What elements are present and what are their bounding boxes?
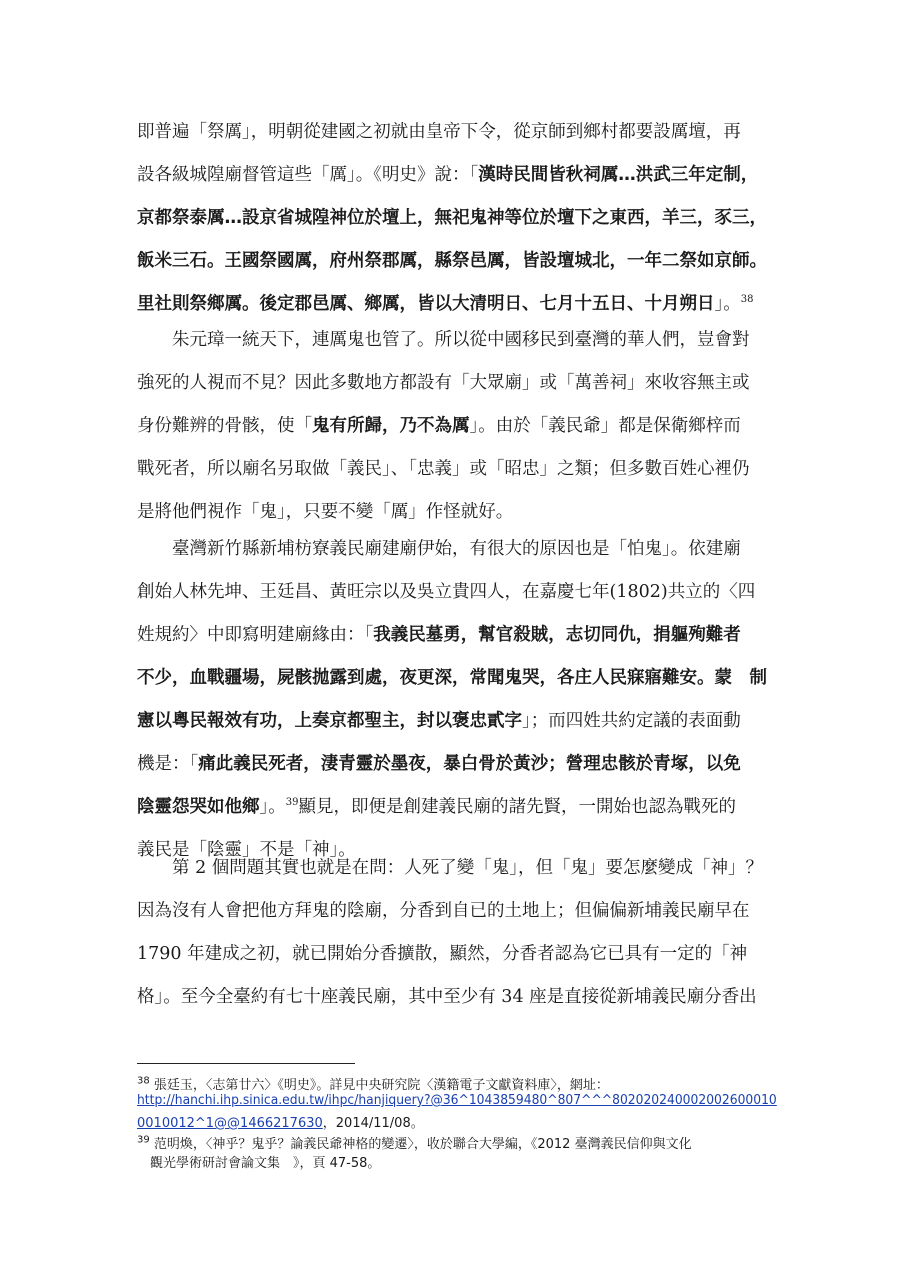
text-run: 強死的人視而不見？因此多數地方都設有「大眾廟」或「萬善祠」來收容無主或 <box>137 373 750 393</box>
text-line <box>137 290 753 315</box>
text-run: 設各級城隍廟督管這些「厲」。《明史》說：「 <box>137 165 479 185</box>
text-line <box>137 940 747 965</box>
text-line <box>137 455 750 480</box>
text-line <box>137 412 741 437</box>
quoted-text: 里社則祭鄉厲。後定郡邑厲、鄉厲，皆以大清明日、七月十五日、十月朔日 <box>137 294 715 314</box>
text-line <box>137 664 767 689</box>
text-run: 第 2 個問題其實也就是在問：人死了變「鬼」，但「鬼」要怎麼變成「神」？ <box>137 858 764 878</box>
footnote-line <box>137 1112 424 1131</box>
footnote-line <box>137 1152 380 1171</box>
text-run: ，2014/11/08。 <box>322 1116 424 1131</box>
text-line <box>137 793 736 818</box>
text-run: 義民是「陰靈」不是「神」。 <box>137 840 356 860</box>
text-run: 創始人林先坤、王廷昌、黃旺宗以及吳立貴四人，在嘉慶七年(1802)共立的〈四 <box>137 582 756 602</box>
text-run: 戰死者，所以廟名另取做「義民」、「忠義」或「昭忠」之類；但多數百姓心裡仍 <box>137 459 750 479</box>
text-line <box>137 498 513 523</box>
text-run: 朱元璋一統天下，連厲鬼也管了。所以從中國移民到臺灣的華人們，豈會對 <box>137 330 750 350</box>
quoted-text: 不少，血戰疆場，屍骸拋露到處，夜更深，常聞鬼哭，各庄人民寐寤難安。蒙 制 <box>137 668 767 688</box>
footnote-marker: 38 <box>137 1075 150 1087</box>
text-line <box>137 118 741 143</box>
quoted-text: 陰靈怨哭如他鄉 <box>137 797 260 817</box>
text-line <box>137 326 750 351</box>
footnote-marker: 38 <box>740 294 754 306</box>
text-run: 因為沒有人會把他方拜鬼的陰廟，分香到自已的土地上；但偏偏新埔義民廟早在 <box>137 901 750 921</box>
text-run: 1790 年建成之初，就已開始分香擴散，顯然，分香者認為它已具有一定的「神 <box>137 944 748 964</box>
quoted-text: 飯米三石。王國祭國厲，府州祭郡厲，縣祭邑厲，皆設壇城北，一年二祭如京師。 <box>137 251 767 271</box>
quoted-text: 漢時民間皆秋祠厲…洪武三年定制， <box>478 165 759 185</box>
text-run: 臺灣新竹縣新埔枋寮義民廟建廟伊始，有很大的原因也是「怕鬼」。依建廟 <box>137 539 741 559</box>
text-run: 」。 <box>714 294 741 314</box>
text-line <box>137 161 758 186</box>
text-run: 觀光學術研討會論文集 》，頁 47-58。 <box>137 1156 381 1171</box>
footnote-line <box>137 1093 777 1108</box>
text-run: 姓規約〉中即寫明建廟緣由：「 <box>137 625 374 645</box>
text-run: 范明煥，〈神乎？鬼乎？論義民爺神格的變遷〉，收於聯合大學編，《2012 臺灣義民信仰與文化 <box>149 1137 692 1152</box>
quoted-text: 痛此義民死者，淒青靈於墨夜，暴白骨於黃沙；營理忠骸於青塚，以免 <box>198 754 741 774</box>
text-line <box>137 750 741 775</box>
text-run: 」。 <box>259 797 286 817</box>
text-line <box>137 621 741 646</box>
text-run: 」。由於「義民爺」都是保衛鄉梓而 <box>469 416 741 436</box>
text-run: 格」。至今全臺約有七十座義民廟，其中至少有 34 座是直接從新埔義民廟分香出 <box>137 987 757 1007</box>
text-run: 機是：「 <box>137 754 199 774</box>
text-line <box>137 707 741 732</box>
text-run: 顯見，即便是創建義民廟的諸先賢，一開始也認為戰死的 <box>298 797 736 817</box>
text-line <box>137 897 750 922</box>
footnote-marker: 39 <box>285 797 299 809</box>
text-line <box>137 535 741 560</box>
text-run: 張廷玉，〈志第廿六〉《明史》。詳見中央研究院〈漢籍電子文獻資料庫〉，網址： <box>149 1078 609 1093</box>
text-run: 是將他們視作「鬼」，只要不變「厲」作怪就好。 <box>137 502 514 522</box>
footnote-line <box>137 1133 692 1152</box>
quoted-text: 鬼有所歸，乃不為厲 <box>312 416 470 436</box>
url-link[interactable]: http://hanchi.ihp.sinica.edu.tw/ihpc/hanjiquery?@36^1043859480^807^^^802020240002002600010 <box>137 1093 777 1108</box>
text-line <box>137 854 763 879</box>
footnote-divider <box>137 1063 355 1064</box>
text-line <box>137 578 755 603</box>
footnote-marker: 39 <box>137 1134 150 1146</box>
url-link[interactable]: 0010012^1@@1466217630 <box>137 1116 323 1131</box>
text-run: 身份難辨的骨骸，使「 <box>137 416 312 436</box>
text-line <box>137 983 757 1008</box>
text-line <box>137 247 767 272</box>
quoted-text: 憲以粵民報效有功，上奏京都聖主，封以褒忠貳字 <box>137 711 522 731</box>
text-run: 」；而四姓共約定議的表面動 <box>522 711 741 731</box>
quoted-text: 我義民墓勇，幫官殺賊，志切同仇，捐軀殉難者 <box>373 625 741 645</box>
text-run: 即普遍「祭厲」，明朝從建國之初就由皇帝下令，從京師到鄉村都要設厲壇，再 <box>137 122 741 142</box>
text-line <box>137 369 750 394</box>
quoted-text: 京都祭泰厲…設京省城隍神位於壇上，無祀鬼神等位於壇下之東西，羊三，豕三， <box>137 208 767 228</box>
text-line <box>137 204 767 229</box>
footnote-line <box>137 1074 609 1093</box>
